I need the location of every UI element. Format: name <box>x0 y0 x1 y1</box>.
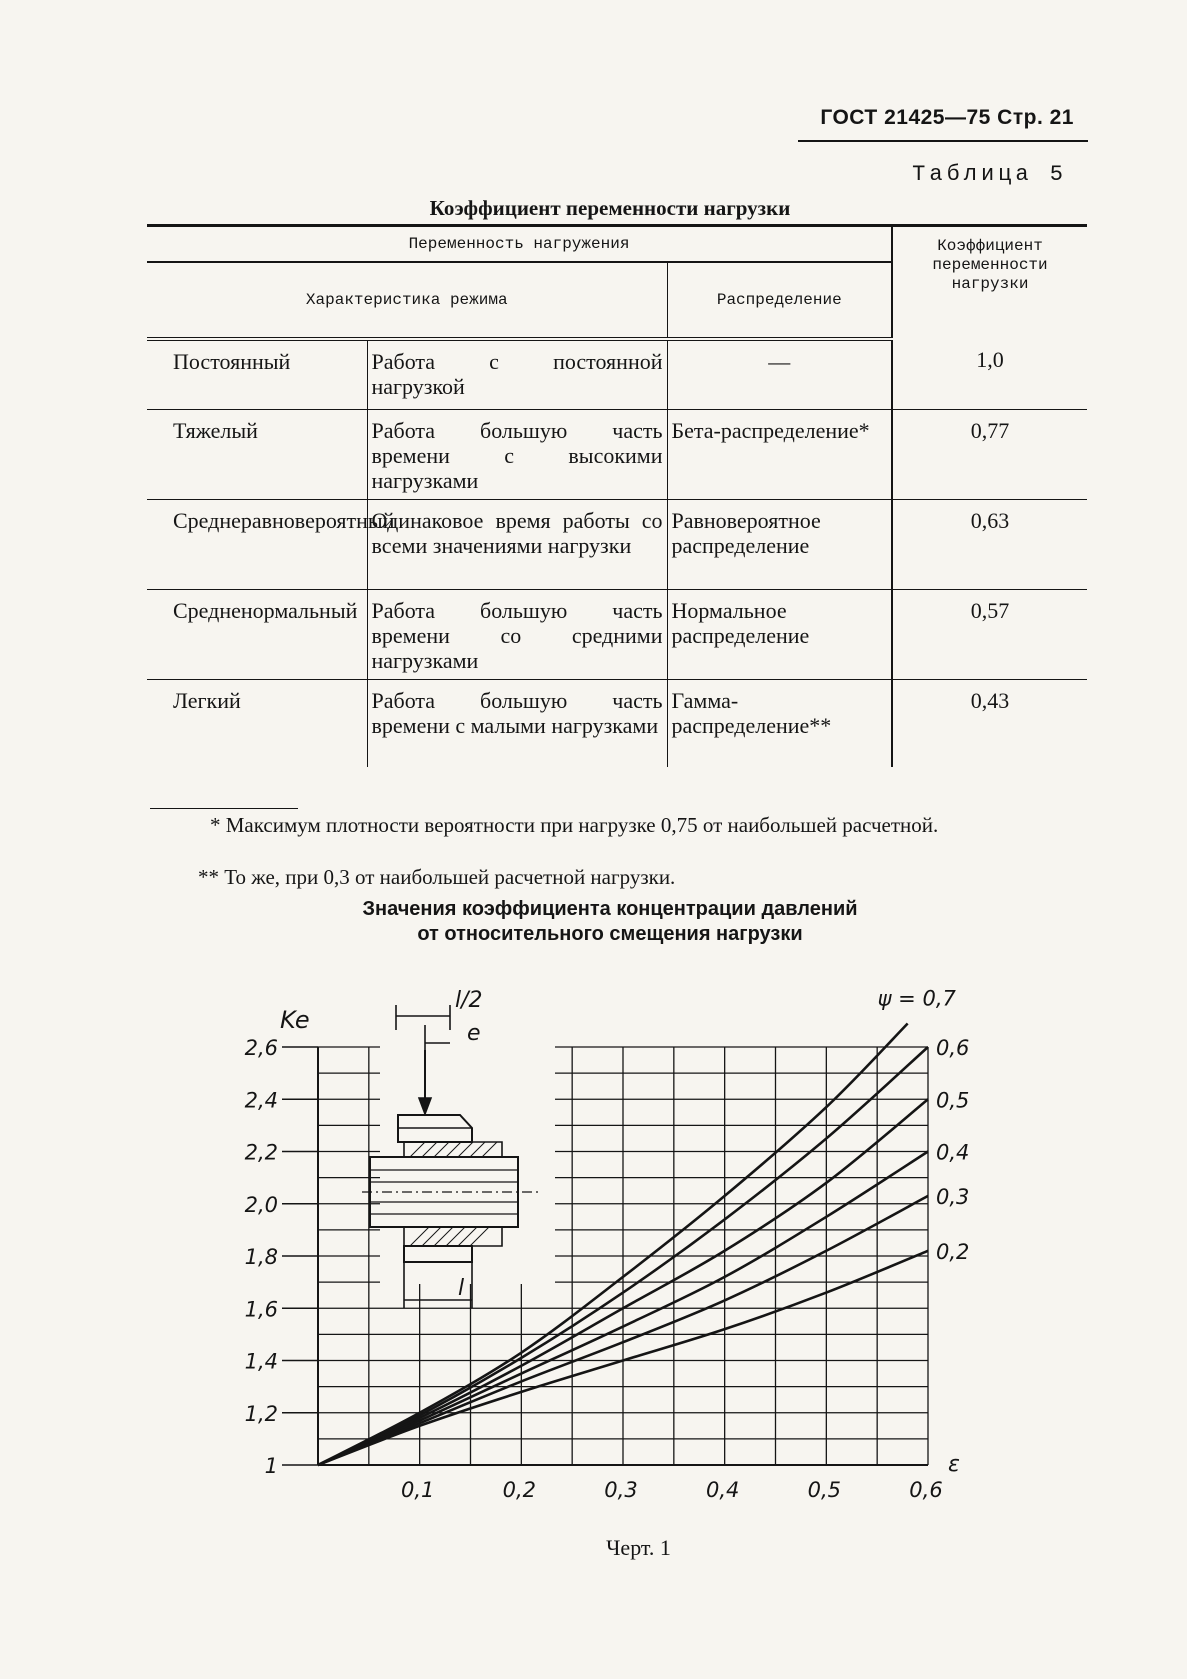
y-tick-label: 2,6 <box>244 1036 278 1060</box>
row-dist: — <box>667 339 892 409</box>
series-label: 0,3 <box>936 1184 970 1209</box>
x-tick-label: 0,4 <box>705 1478 740 1502</box>
x-tick-label: 0,1 <box>400 1478 435 1502</box>
series-label: ψ = 0,7 <box>877 986 956 1011</box>
row-name: Среднеравновероятный <box>147 499 367 589</box>
table-number: Таблица 5 <box>912 162 1067 187</box>
series-label: 0,5 <box>936 1088 970 1113</box>
group-header: Переменность нагружения <box>147 226 892 263</box>
x-tick-label: 0,3 <box>604 1478 638 1502</box>
footnote-2: ** То же, при 0,3 от наибольшей расчетной нагрузки. <box>198 865 676 889</box>
figure-title-line-2: от относительного смещения нагрузки <box>417 923 803 945</box>
row-desc: Работа с постоянной нагрузкой <box>367 339 667 409</box>
footnote-1: * Максимум плотности вероятности при нагрузке 0,75 от наибольшей расчетной. <box>210 813 939 837</box>
row-coef: 0,43 <box>892 679 1087 767</box>
y-tick-label: 2,2 <box>244 1140 278 1165</box>
row-name: Средненормальный <box>147 589 367 679</box>
row-coef: 1,0 <box>892 339 1087 409</box>
row-name: Постоянный <box>147 339 367 409</box>
row-name: Тяжелый <box>147 409 367 499</box>
col-header-mode: Характеристика режима <box>147 262 667 339</box>
row-coef: 0,63 <box>892 499 1087 589</box>
y-tick-label: 1 <box>264 1454 278 1478</box>
y-tick-label: 2,4 <box>244 1088 278 1113</box>
sketch-label-e: e <box>467 1021 481 1046</box>
y-tick-label: 1,6 <box>244 1297 278 1322</box>
x-tick-label: 0,2 <box>502 1478 537 1502</box>
sketch-label-l-half: l/2 <box>455 988 483 1013</box>
sketch-label-l: l <box>458 1276 465 1301</box>
figure-caption: Черт. 1 <box>606 1535 671 1560</box>
chart-labels <box>245 986 970 1502</box>
row-dist: Гамма-распределение** <box>667 679 892 767</box>
table-title: Коэффициент переменности нагрузки <box>429 196 791 220</box>
x-axis-label: ε <box>948 1452 960 1477</box>
row-desc: Работа большую часть времени с высокими нагрузками <box>367 409 667 499</box>
row-desc: Работа большую часть времени с малыми нагрузками <box>367 679 667 767</box>
page-header: ГОСТ 21425—75 Стр. 21 <box>820 106 1074 129</box>
row-desc: Работа большую часть времени со средними нагрузками <box>367 589 667 679</box>
y-tick-label: 1,2 <box>244 1401 278 1426</box>
y-tick-label: 2,0 <box>244 1192 278 1217</box>
series-label: 0,6 <box>936 1036 970 1060</box>
y-axis-label: Ke <box>280 1006 310 1034</box>
figure-title-line-1: Значения коэффициента концентрации давлений <box>362 898 858 920</box>
row-dist: Равновероятное распределение <box>667 499 892 589</box>
row-dist: Нормальное распределение <box>667 589 892 679</box>
x-tick-label: 0,5 <box>807 1478 842 1502</box>
row-coef: 0,57 <box>892 589 1087 679</box>
series-label: 0,2 <box>936 1239 970 1264</box>
series-label: 0,4 <box>936 1140 970 1165</box>
row-name: Легкий <box>173 687 241 713</box>
col-header-dist: Распределение <box>667 262 892 339</box>
row-coef: 0,77 <box>892 409 1087 499</box>
row-desc: Одинаковое время работы со всеми значениями нагрузки <box>367 499 667 589</box>
bearing-sketch <box>362 984 555 1308</box>
y-tick-label: 1,4 <box>244 1349 278 1374</box>
col-header-coef: Коэффициент переменности нагрузки <box>892 226 1087 340</box>
x-tick-label: 0,6 <box>909 1478 943 1502</box>
y-tick-label: 1,8 <box>244 1245 278 1269</box>
row-dist: Бета-распределение* <box>667 409 892 499</box>
